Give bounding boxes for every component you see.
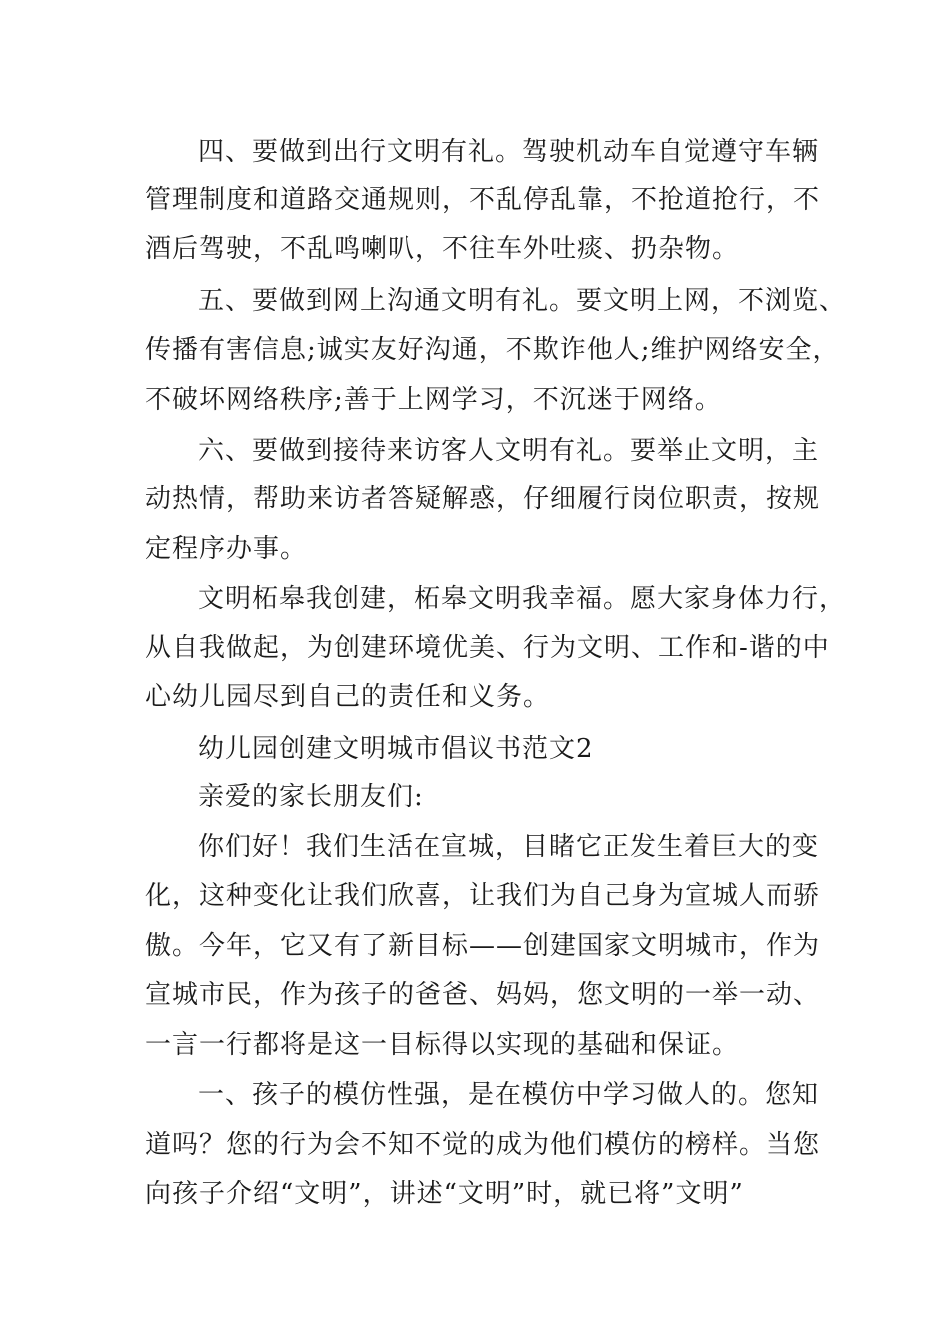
paragraph-line: 酒后驾驶，不乱鸣喇叭，不往车外吐痰、扔杂物。	[145, 234, 740, 264]
paragraph-line: 管理制度和道路交通规则，不乱停乱靠，不抢道抢行，不	[145, 185, 821, 215]
paragraph-line: 宣城市民，作为孩子的爸爸、妈妈，您文明的一举一动、	[145, 980, 821, 1010]
paragraph-line: 不破坏网络秩序;善于上网学习，不沉迷于网络。	[145, 385, 722, 415]
paragraph-line: 从自我做起，为创建环境优美、行为文明、工作和-谐的中	[145, 633, 830, 663]
section-heading: 幼儿园创建文明城市倡议书范文2	[198, 734, 594, 764]
paragraph-line: 六、要做到接待来访客人文明有礼。要举止文明，主	[198, 436, 820, 466]
paragraph-line: 你们好！我们生活在宣城，目睹它正发生着巨大的变	[198, 832, 820, 862]
paragraph-line: 文明柘皋我创建，柘皋文明我幸福。愿大家身体力行，	[198, 584, 847, 614]
paragraph-line: 化，这种变化让我们欣喜，让我们为自己身为宣城人而骄	[145, 881, 821, 911]
paragraph-line: 传播有害信息;诚实友好沟通，不欺诈他人;维护网络安全，	[145, 335, 840, 365]
paragraph-line: 心幼儿园尽到自己的责任和义务。	[145, 682, 551, 712]
paragraph-line: 定程序办事。	[145, 534, 308, 564]
paragraph-line: 一言一行都将是这一目标得以实现的基础和保证。	[145, 1030, 740, 1060]
paragraph-line: 道吗？您的行为会不知不觉的成为他们模仿的榜样。当您	[145, 1130, 821, 1160]
paragraph-line: 四、要做到出行文明有礼。驾驶机动车自觉遵守车辆	[198, 137, 820, 167]
paragraph-line: 五、要做到网上沟通文明有礼。要文明上网，不浏览、	[198, 286, 847, 316]
paragraph-line: 一、孩子的模仿性强，是在模仿中学习做人的。您知	[198, 1080, 820, 1110]
paragraph-line: 动热情，帮助来访者答疑解惑，仔细履行岗位职责，按规	[145, 484, 821, 514]
paragraph-line: 傲。今年，它又有了新目标——创建国家文明城市，作为	[145, 931, 821, 961]
salutation: 亲爱的家长朋友们:	[198, 782, 424, 812]
paragraph-line: 向孩子介绍“文明”，讲述“文明”时，就已将”文明”	[145, 1179, 744, 1209]
